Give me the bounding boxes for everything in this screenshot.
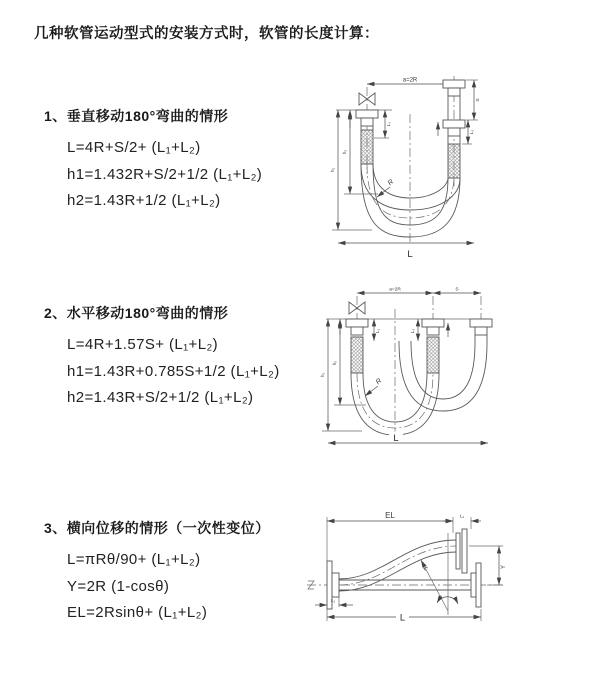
dim-y-label: Y — [501, 564, 507, 570]
dim-l2-label: L₂ — [470, 129, 475, 135]
formula-h2: h2=1.43R+1/2 (L₁+L₂) — [67, 192, 221, 209]
dim-l2-label: L₂ — [411, 328, 416, 334]
radius-label: R — [386, 178, 396, 188]
dim-a2r — [367, 78, 454, 84]
dim-h-outer — [320, 319, 362, 431]
diagram-vertical-180-svg — [322, 74, 494, 260]
radius-construction — [421, 533, 458, 615]
right-pipe-fitting — [470, 319, 492, 343]
section-heading: 2、水平移动180°弯曲的情形 — [44, 305, 229, 321]
diagram-lateral-svg — [303, 505, 508, 653]
dim-h-outer — [330, 110, 372, 230]
dim-l1-label: L₁ — [387, 121, 392, 127]
diagram-horizontal-180-bend — [318, 283, 496, 453]
displaced-hose — [339, 540, 456, 591]
formula-h1: h1=1.432R+S/2+1/2 (L₁+L₂) — [67, 165, 263, 183]
page-title: 几种软管运动型式的安装方式时，软管的长度计算： — [34, 26, 379, 42]
dim-el-label: EL — [385, 511, 395, 520]
diagram-lateral-displacement — [303, 505, 508, 653]
dim-l-bottom — [338, 243, 474, 260]
dim-h2-label: h₂ — [343, 149, 348, 155]
radius-label: R — [421, 563, 431, 573]
radius-label: R — [374, 377, 384, 387]
dim-s-label: S — [476, 98, 481, 102]
left-pipe-fitting — [356, 110, 378, 164]
formula-y: Y=2R (1-cosθ) — [67, 577, 170, 595]
angle-theta-label: θ — [438, 596, 442, 602]
centerlines — [367, 76, 454, 244]
formula-h1: h1=1.43R+0.785S+1/2 (L₁+L₂) — [67, 362, 280, 380]
dim-l1-bottom-label: L₁ — [330, 599, 336, 604]
dim-a2r — [357, 287, 433, 293]
dim-l1-top-label: L₁ — [459, 514, 465, 520]
dim-el — [327, 511, 453, 561]
dim-l-label: L — [399, 612, 406, 624]
section-heading: 3、横向位移的情形（一次性变位） — [44, 520, 270, 536]
left-pipe-fitting — [346, 319, 368, 373]
dim-a2r-label: a=2R — [389, 287, 401, 293]
diagram-horizontal-180-svg — [318, 283, 496, 453]
dim-s — [466, 80, 481, 120]
dim-l-label: L — [393, 433, 399, 444]
dim-h2-label: h₂ — [333, 360, 338, 366]
top-right-flange — [456, 529, 467, 573]
dim-l1-top — [443, 514, 481, 530]
section-lateral-displacement — [44, 518, 270, 627]
hose-u-curves — [361, 164, 460, 237]
dim-l2 — [410, 319, 418, 341]
dim-s — [433, 287, 481, 293]
radius-leader — [365, 378, 383, 396]
section-horizontal-movement — [44, 303, 280, 412]
lower-right-flange — [471, 563, 481, 607]
diagram-vertical-180-bend — [322, 74, 494, 260]
section-vertical-movement — [44, 106, 262, 215]
dim-a2r-label: a=2R — [402, 77, 418, 84]
section-heading: 1、垂直移动180°弯曲的情形 — [44, 108, 229, 124]
formula-h2: h2=1.43R+S/2+1/2 (L₁+L₂) — [67, 389, 254, 406]
right-pipe-fitting — [443, 80, 465, 178]
dim-l1-label: L₁ — [376, 328, 381, 334]
hose-u-curves — [351, 341, 487, 435]
dim-s-label: S — [455, 287, 459, 293]
radius-leader — [377, 179, 395, 197]
formula-length: L=4R+1.57S+ (L₁+L₂) — [67, 336, 219, 353]
dim-h1-label: h₁ — [331, 167, 336, 173]
middle-pipe-fitting — [422, 319, 444, 373]
formula-length: L=4R+S/2+ (L₁+L₂) — [67, 139, 201, 156]
dim-h1-label: h₁ — [321, 372, 326, 378]
formula-el: EL=2Rsinθ+ (L₁+L₂) — [67, 604, 208, 621]
formula-length: L=πRθ/90+ (L₁+L₂) — [67, 551, 201, 568]
dim-l-bottom — [327, 609, 481, 624]
dim-l1 — [374, 319, 381, 341]
dim-l-label: L — [407, 249, 413, 260]
